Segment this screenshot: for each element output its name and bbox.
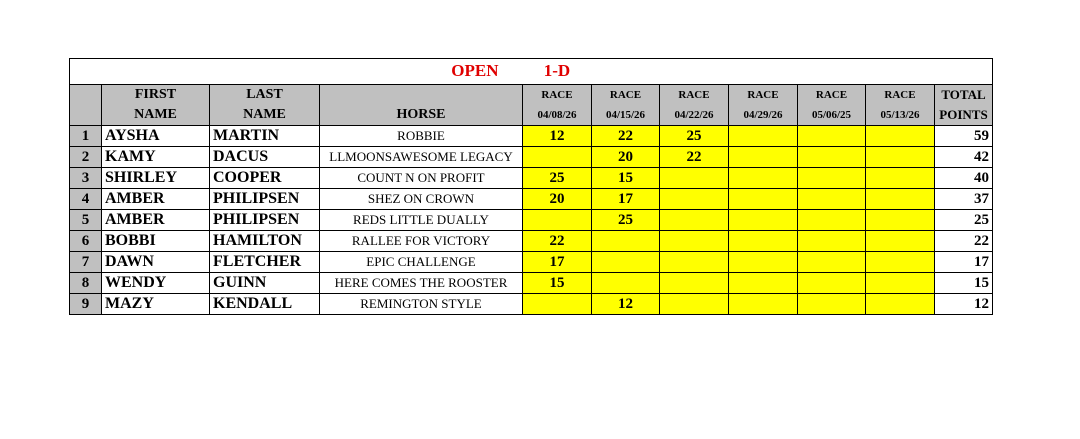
- race-date-header: 04/29/26: [729, 105, 798, 126]
- table-row: [70, 168, 993, 189]
- horse-cell: EPIC CHALLENGE: [320, 252, 523, 273]
- last-name-cell: MARTIN: [210, 126, 320, 147]
- first-name-cell: AMBER: [102, 210, 210, 231]
- race-points-cell: [729, 126, 798, 147]
- table-row: [70, 210, 993, 231]
- race-points-cell: 25: [660, 126, 729, 147]
- first-name-cell: KAMY: [102, 147, 210, 168]
- race-points-cell: [798, 231, 866, 252]
- division-title: OPEN: [451, 61, 499, 80]
- race-points-cell: [798, 189, 866, 210]
- race-points-cell: [866, 189, 935, 210]
- first-name-cell: WENDY: [102, 273, 210, 294]
- total-points-cell: 22: [935, 231, 993, 252]
- race-points-cell: [729, 189, 798, 210]
- race-points-cell: [798, 252, 866, 273]
- standings-table: [69, 58, 993, 315]
- class-title: 1-D: [543, 61, 571, 80]
- race-points-cell: [866, 210, 935, 231]
- horse-cell: REDS LITTLE DUALLY: [320, 210, 523, 231]
- race-points-cell: 20: [592, 147, 660, 168]
- header-row-bottom: [70, 105, 993, 126]
- last-name-cell: PHILIPSEN: [210, 210, 320, 231]
- table-row: [70, 294, 993, 315]
- rank-cell: 9: [70, 294, 102, 315]
- race-date-header: 04/22/26: [660, 105, 729, 126]
- race-points-cell: [798, 126, 866, 147]
- race-points-cell: [592, 231, 660, 252]
- race-points-cell: [660, 168, 729, 189]
- horse-cell: REMINGTON STYLE: [320, 294, 523, 315]
- race-points-cell: [729, 168, 798, 189]
- header-row-top: [70, 85, 993, 106]
- last-name-cell: FLETCHER: [210, 252, 320, 273]
- table-row: [70, 126, 993, 147]
- race-points-cell: [729, 231, 798, 252]
- total-points-cell: 37: [935, 189, 993, 210]
- last-name-cell: COOPER: [210, 168, 320, 189]
- rank-cell: 3: [70, 168, 102, 189]
- rank-cell: 8: [70, 273, 102, 294]
- rank-cell: 5: [70, 210, 102, 231]
- last-name-header-line2: NAME: [210, 105, 320, 126]
- race-points-cell: [660, 252, 729, 273]
- race-points-cell: [523, 294, 592, 315]
- race-date-header: 04/08/26: [523, 105, 592, 126]
- last-name-cell: GUINN: [210, 273, 320, 294]
- total-points-cell: 59: [935, 126, 993, 147]
- race-points-cell: [729, 252, 798, 273]
- race-points-cell: [592, 252, 660, 273]
- race-points-cell: 12: [523, 126, 592, 147]
- rank-cell: 7: [70, 252, 102, 273]
- race-points-cell: 22: [592, 126, 660, 147]
- race-points-cell: [866, 147, 935, 168]
- last-name-cell: DACUS: [210, 147, 320, 168]
- table-row: [70, 273, 993, 294]
- race-header: RACE: [592, 85, 660, 106]
- rank-cell: 6: [70, 231, 102, 252]
- race-points-cell: 22: [660, 147, 729, 168]
- race-points-cell: [866, 126, 935, 147]
- total-header: TOTAL: [935, 85, 993, 106]
- first-name-cell: AYSHA: [102, 126, 210, 147]
- table-row: [70, 147, 993, 168]
- table-row: [70, 231, 993, 252]
- rank-cell: 1: [70, 126, 102, 147]
- race-header: RACE: [729, 85, 798, 106]
- first-name-cell: SHIRLEY: [102, 168, 210, 189]
- first-name-header-line2: NAME: [102, 105, 210, 126]
- race-date-header: 05/06/25: [798, 105, 866, 126]
- last-name-cell: PHILIPSEN: [210, 189, 320, 210]
- race-points-cell: [866, 252, 935, 273]
- total-points-cell: 12: [935, 294, 993, 315]
- first-name-header: FIRST: [102, 85, 210, 106]
- first-name-cell: DAWN: [102, 252, 210, 273]
- race-header: RACE: [866, 85, 935, 106]
- horse-cell: SHEZ ON CROWN: [320, 189, 523, 210]
- race-points-cell: [798, 147, 866, 168]
- race-points-cell: [523, 210, 592, 231]
- race-points-cell: [660, 210, 729, 231]
- first-name-cell: BOBBI: [102, 231, 210, 252]
- race-points-cell: [729, 147, 798, 168]
- race-points-cell: [798, 210, 866, 231]
- race-header: RACE: [523, 85, 592, 106]
- race-points-cell: [729, 273, 798, 294]
- rank-cell: 4: [70, 189, 102, 210]
- race-points-cell: [866, 294, 935, 315]
- total-points-cell: 15: [935, 273, 993, 294]
- last-name-header: LAST: [210, 85, 320, 106]
- race-points-cell: 25: [523, 168, 592, 189]
- race-points-cell: [592, 273, 660, 294]
- horse-cell: HERE COMES THE ROOSTER: [320, 273, 523, 294]
- last-name-cell: HAMILTON: [210, 231, 320, 252]
- table-row: [70, 189, 993, 210]
- title-row: [70, 59, 993, 85]
- total-points-cell: 40: [935, 168, 993, 189]
- race-points-cell: [798, 273, 866, 294]
- race-points-cell: 17: [592, 189, 660, 210]
- race-points-cell: 22: [523, 231, 592, 252]
- race-points-cell: [660, 189, 729, 210]
- race-header: RACE: [660, 85, 729, 106]
- race-points-cell: [729, 294, 798, 315]
- first-name-cell: MAZY: [102, 294, 210, 315]
- table-row: [70, 252, 993, 273]
- horse-header: HORSE: [320, 105, 523, 126]
- race-points-cell: [866, 168, 935, 189]
- race-points-cell: 12: [592, 294, 660, 315]
- total-points-cell: 25: [935, 210, 993, 231]
- horse-cell: COUNT N ON PROFIT: [320, 168, 523, 189]
- first-name-cell: AMBER: [102, 189, 210, 210]
- horse-cell: ROBBIE: [320, 126, 523, 147]
- race-points-cell: [660, 294, 729, 315]
- race-points-cell: 20: [523, 189, 592, 210]
- race-points-cell: [729, 210, 798, 231]
- race-points-cell: [798, 168, 866, 189]
- rank-cell: 2: [70, 147, 102, 168]
- race-points-cell: [798, 294, 866, 315]
- total-points-header: POINTS: [935, 105, 993, 126]
- race-date-header: 05/13/26: [866, 105, 935, 126]
- race-points-cell: [866, 231, 935, 252]
- race-points-cell: [660, 231, 729, 252]
- race-points-cell: 25: [592, 210, 660, 231]
- race-header: RACE: [798, 85, 866, 106]
- total-points-cell: 42: [935, 147, 993, 168]
- horse-cell: LLMOONSAWESOME LEGACY: [320, 147, 523, 168]
- race-date-header: 04/15/26: [592, 105, 660, 126]
- horse-cell: RALLEE FOR VICTORY: [320, 231, 523, 252]
- race-points-cell: [523, 147, 592, 168]
- race-points-cell: 15: [592, 168, 660, 189]
- race-points-cell: [866, 273, 935, 294]
- race-points-cell: 17: [523, 252, 592, 273]
- race-points-cell: 15: [523, 273, 592, 294]
- total-points-cell: 17: [935, 252, 993, 273]
- last-name-cell: KENDALL: [210, 294, 320, 315]
- race-points-cell: [660, 273, 729, 294]
